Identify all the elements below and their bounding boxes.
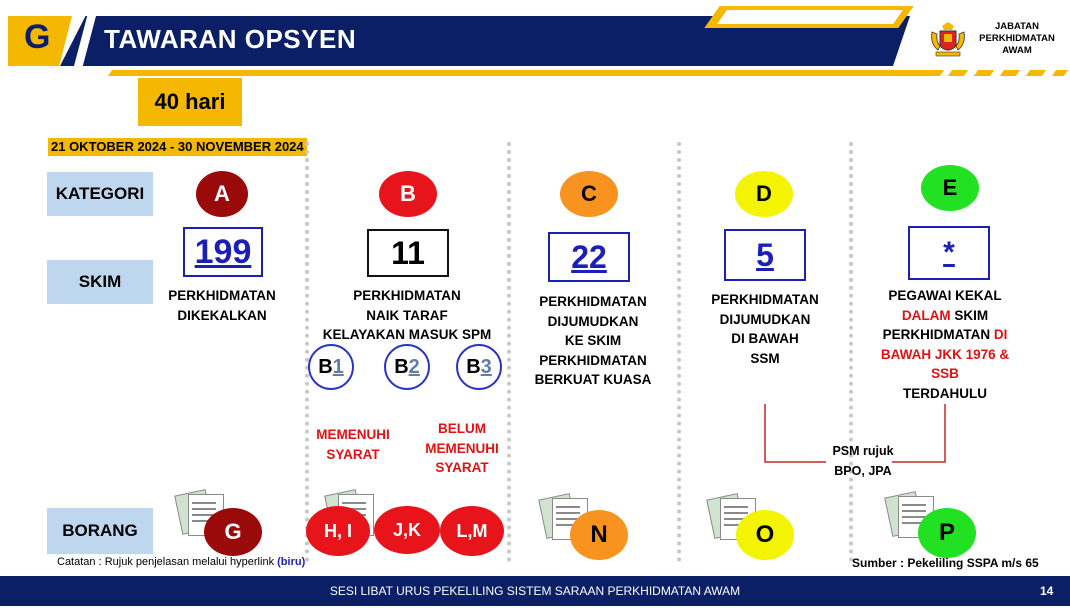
footnote <box>57 556 305 568</box>
condition-line: SYARAT <box>435 460 489 475</box>
description-line <box>860 325 1030 345</box>
decor-stripe-bottom <box>108 70 944 76</box>
coat-of-arms-logo <box>928 22 968 58</box>
sub-option-b1[interactable] <box>308 344 354 390</box>
category-e-description <box>860 286 1030 403</box>
description-line: KE SKIM <box>564 333 622 348</box>
decor-stripe-dash <box>974 70 994 76</box>
category-e-circle: E <box>921 165 979 211</box>
description-line: PERKHIDMATAN <box>539 294 647 309</box>
condition-line: MEMENUHI <box>425 440 499 456</box>
description-line: DI BAWAH <box>731 331 799 346</box>
form-g-circle[interactable]: G <box>204 508 262 556</box>
description-line <box>860 306 1030 326</box>
description-line: PERKHIDMATAN <box>711 292 819 307</box>
header-badge-letter: G <box>24 18 51 56</box>
description-line: PERKHIDMATAN <box>168 288 276 303</box>
description-line: PEGAWAI KEKAL <box>888 288 1002 303</box>
condition-not-yet-label <box>416 419 508 478</box>
skim-count-a-link[interactable] <box>183 227 263 277</box>
skim-count-e-link[interactable] <box>908 226 990 280</box>
category-d-circle: D <box>735 171 793 217</box>
form-p-circle[interactable]: P <box>918 508 976 558</box>
description-text: SKIM <box>950 307 989 323</box>
description-line: TERDAHULU <box>903 385 987 401</box>
condition-line: BELUM <box>438 421 486 436</box>
column-divider <box>507 142 511 562</box>
condition-meets-label <box>306 425 400 464</box>
description-highlight: DALAM <box>901 307 951 323</box>
description-line: DIKEKALKAN <box>177 307 267 323</box>
skim-count-c-value[interactable]: 22 <box>571 238 607 275</box>
logo-text-line: JABATAN <box>995 21 1039 32</box>
logo-text <box>968 21 1066 57</box>
psm-note-line: PSM rujuk <box>832 444 894 458</box>
description-highlight: DI <box>993 327 1008 342</box>
footnote-text: Catatan : Rujuk penjelasan melalui hyperlink <box>57 556 275 568</box>
description-line: DIJUMUDKAN <box>719 311 811 327</box>
category-c-description <box>520 292 666 390</box>
description-line: BERKUAT KUASA <box>534 372 652 387</box>
psm-note <box>808 442 918 481</box>
sub-option-number: 1 <box>332 355 344 378</box>
column-divider <box>677 142 681 562</box>
column-divider <box>305 142 309 562</box>
sub-option-letter: B <box>466 355 481 378</box>
description-line: SSM <box>750 350 780 366</box>
category-c-circle: C <box>560 171 618 217</box>
category-a-circle: A <box>196 171 248 217</box>
category-d-description <box>692 290 838 368</box>
logo-text-line: AWAM <box>1002 45 1032 56</box>
footer-title: SESI LIBAT URUS PEKELILING SISTEM SARAAN PERKHIDMATAN AWAM <box>329 584 741 598</box>
skim-count-e-value[interactable]: * <box>943 236 955 269</box>
condition-line: MEMENUHI <box>316 427 390 442</box>
decor-stripe-dash <box>1026 70 1046 76</box>
condition-line: SYARAT <box>326 446 380 462</box>
sub-option-b2[interactable] <box>384 344 430 390</box>
decor-stripe-top-inner <box>717 10 903 24</box>
row-label-skim: SKIM <box>47 260 153 304</box>
form-jk-circle[interactable]: J,K <box>374 506 440 554</box>
duration-badge: 40 hari <box>138 78 242 126</box>
description-line: SSB <box>931 366 959 381</box>
skim-count-d-value[interactable]: 5 <box>756 236 774 273</box>
form-o-circle[interactable]: O <box>736 510 794 560</box>
description-line: BAWAH JKK 1976 & <box>880 346 1010 362</box>
skim-count-d-link[interactable] <box>724 229 806 281</box>
decor-stripe-dash <box>948 70 968 76</box>
date-range: 21 OKTOBER 2024 - 30 NOVEMBER 2024 <box>48 138 307 156</box>
footnote-highlight: (biru) <box>277 556 306 568</box>
skim-count-c-link[interactable] <box>548 232 630 282</box>
sub-option-letter: B <box>318 355 333 378</box>
skim-count-b-value: 11 <box>391 234 425 271</box>
sub-option-number: 2 <box>408 355 420 378</box>
description-line: DIJUMUDKAN <box>547 313 639 329</box>
category-b-circle: B <box>379 171 437 217</box>
row-label-borang: BORANG <box>47 508 153 554</box>
description-line: PERKHIDMATAN <box>539 352 647 368</box>
skim-count-b <box>367 229 449 277</box>
page-number: 14 <box>1040 584 1054 598</box>
decor-stripe-dash <box>1000 70 1020 76</box>
row-label-kategori: KATEGORI <box>47 172 153 216</box>
source-note: Sumber : Pekeliling SSPA m/s 65 <box>852 556 1039 570</box>
form-lm-circle[interactable]: L,M <box>440 506 504 556</box>
column-divider <box>849 142 853 562</box>
psm-note-line: BPO, JPA <box>834 463 892 478</box>
form-n-circle[interactable]: N <box>570 510 628 560</box>
skim-count-a-value[interactable]: 199 <box>194 232 252 271</box>
description-line: NAIK TARAF <box>366 307 448 323</box>
sub-option-letter: B <box>394 355 409 378</box>
sub-option-b3[interactable] <box>456 344 502 390</box>
description-line: KELAYAKAN MASUK SPM <box>322 327 492 342</box>
form-hi-circle[interactable]: H, I <box>306 506 370 556</box>
category-a-description <box>150 286 294 325</box>
page-title: TAWARAN OPSYEN <box>104 24 357 54</box>
logo-text-line: PERKHIDMATAN <box>979 33 1055 44</box>
sub-option-number: 3 <box>480 355 492 378</box>
description-text: PERKHIDMATAN <box>882 327 994 342</box>
decor-stripe-dash <box>1052 70 1068 76</box>
description-line: PERKHIDMATAN <box>353 288 461 303</box>
category-b-description <box>310 286 504 345</box>
